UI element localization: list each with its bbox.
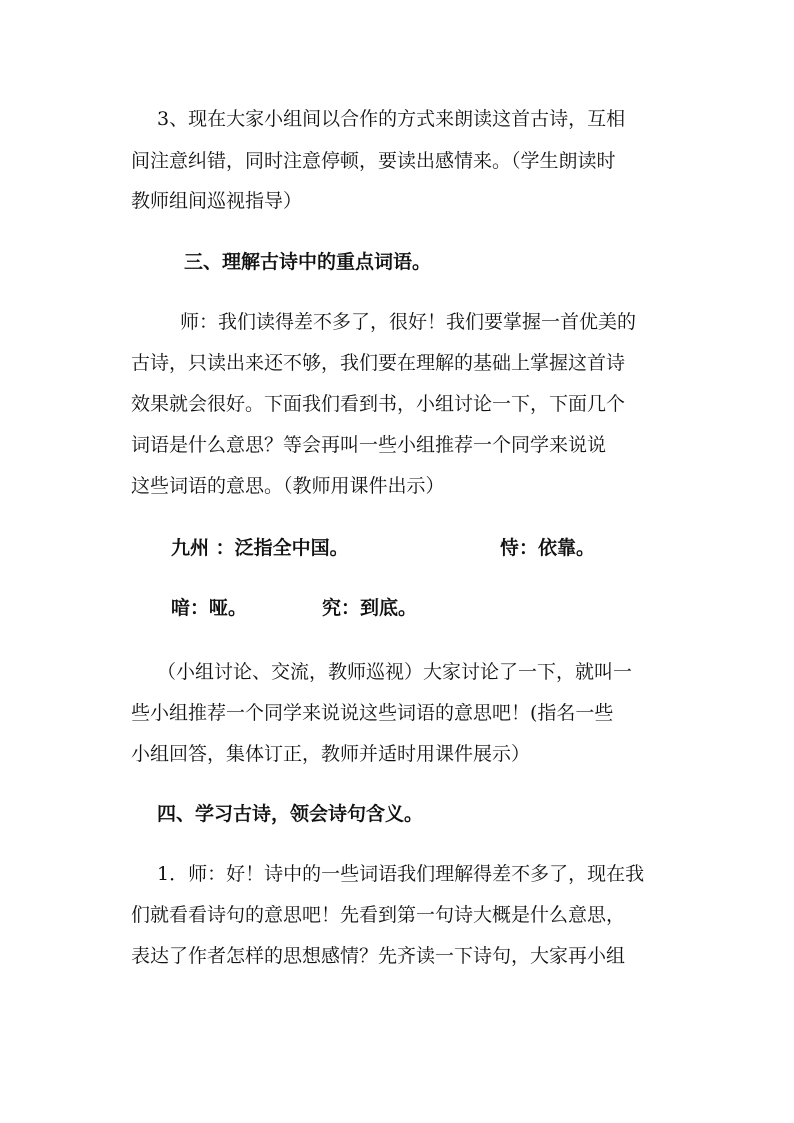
discussion-paragraph-line-3: 小组回答，集体订正，教师并适时用课件展示） (131, 743, 531, 765)
term-jiuzhou: 九州 ：泛指全中国。 (171, 537, 349, 559)
discussion-paragraph-line-1: （小组讨论、交流，教师巡视）大家讨论了一下，就叫一 (157, 661, 633, 683)
paragraph-4-1-line-2: 们就看看诗句的意思吧！先看到第一句诗大概是什么意思， (131, 904, 626, 926)
paragraph-3-line-2: 间注意纠错，同时注意停顿，要读出感情来。（学生朗读时 (131, 150, 616, 172)
section-heading-3: 三、理解古诗中的重点词语。 (184, 251, 432, 273)
section-heading-4: 四、学习古诗，领会诗句含义。 (157, 803, 424, 825)
paragraph-4-1-line-1: 1．师：好！诗中的一些词语我们理解得差不多了，现在我 (157, 863, 645, 885)
paragraph-4-1-line-3: 表达了作者怎样的思想感情？先齐读一下诗句，大家再小组 (131, 945, 626, 967)
teacher-paragraph-line-5: 这些词语的意思。（教师用课件出示） (131, 475, 445, 497)
teacher-paragraph-line-3: 效果就会很好。下面我们看到书，小组讨论一下，下面几个 (131, 393, 626, 415)
teacher-paragraph-line-1: 师：我们读得差不多了，很好！我们要掌握一首优美的 (180, 311, 637, 333)
term-shi: 恃：依靠。 (500, 537, 596, 559)
paragraph-3-line-3: 教师组间巡视指导） (131, 190, 303, 212)
teacher-paragraph-line-2: 古诗，只读出来还不够，我们要在理解的基础上掌握这首诗 (131, 352, 626, 374)
paragraph-3-line-1: 3、现在大家小组间以合作的方式来朗读这首古诗，互相 (157, 108, 626, 130)
discussion-paragraph-line-2: 些小组推荐一个同学来说说这些词语的意思吧！(指名一些 (131, 702, 614, 724)
teacher-paragraph-line-4: 词语是什么意思？等会再叫一些小组推荐一个同学来说说 (131, 434, 607, 456)
term-jiu: 究：到底。 (322, 597, 418, 619)
term-yin: 喑：哑。 (171, 597, 248, 619)
